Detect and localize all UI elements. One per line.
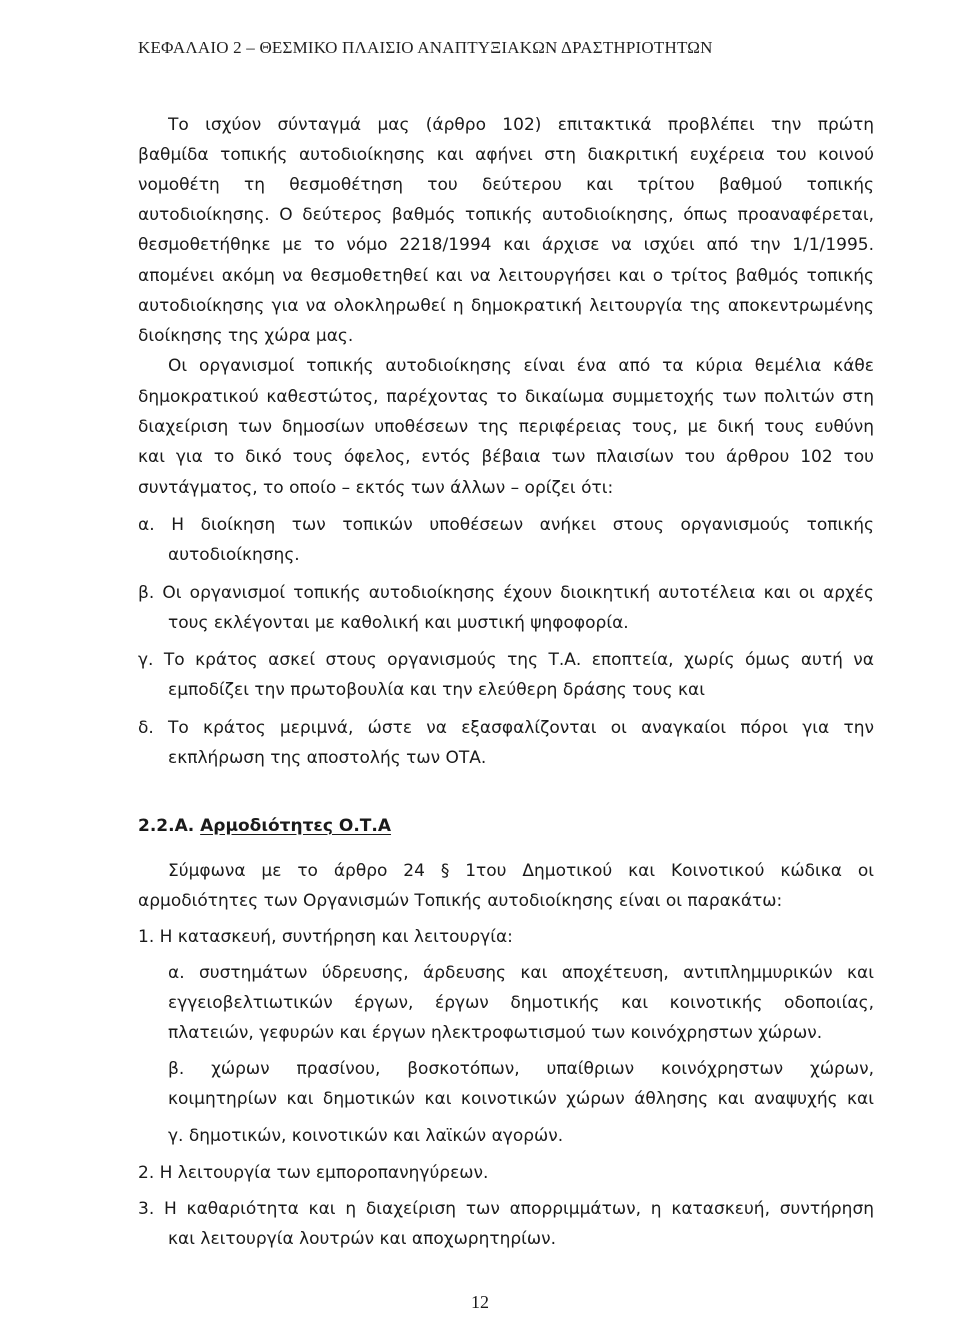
para1-line-2: βαθμίδα τοπικής αυτοδιοίκησης και αφήνει στη διακριτική ευχέρεια του κοινού [138,145,874,165]
para1-line-5: θεσμοθετήθηκε με το νόμο 2218/1994 και άρχισε να ισχύει από την 1/1/1995. [138,235,874,255]
section-number: 2.2.Α. [138,816,195,836]
para2-line-5: συντάγματος, το οποίο – εκτός των άλλων – ορίζει ότι: [138,478,614,498]
para3-line-2: αρμοδιότητες των Οργανισμών Τοπικής αυτοδιοίκησης είναι οι παρακάτω: [138,891,783,911]
list-num-sub-a-line-1: α. συστημάτων ύδρευσης, άρδευσης και αποχέτευση, αντιπλημμυρικών και [168,963,874,983]
para2-line-3: διαχείριση των δημοσίων υποθέσεων της περιφέρειας τους, με δική τους ευθύνη [138,417,874,437]
list-num-item-2: 2. Η λειτουργία των εμποροπανηγύρεων. [138,1163,489,1183]
list-num-item-3-line-1: 3. Η καθαριότητα και η διαχείριση των απορριμμάτων, η κατασκευή, συντήρηση [138,1199,874,1219]
para2-line-2: δημοκρατικού καθεστώτος, παρέχοντας το δικαίωμα συμμετοχής των πολιτών στη [138,387,874,407]
list-num-sub-a-line-2: εγγειοβελτιωτικών έργων, έργων δημοτικής και κοινοτικής οδοποιίας, [168,993,874,1013]
list-item-a-line-2: αυτοδιοίκησης. [168,545,300,565]
section-title: Αρμοδιότητες Ο.Τ.Α [200,816,392,836]
list-item-d-line-2: εκπλήρωση της αποστολής των ΟΤΑ. [168,748,487,768]
para2-line-4: και για το δικό τους όφελος, εντός βέβαια των πλαισίων του άρθρου 102 του [138,447,874,467]
list-item-d-line-1: δ. Το κράτος μεριμνά, ώστε να εξασφαλίζονται οι αναγκαίοι πόροι για την [138,718,874,738]
para1-line-4: αυτοδιοίκησης. Ο δεύτερος βαθμός τοπικής αυτοδιοίκησης, όπως προαναφέρεται, [138,205,874,225]
para2-line-1: Οι οργανισμοί τοπικής αυτοδιοίκησης είναι ένα από τα κύρια θεμέλια κάθε [168,356,874,376]
list-num-sub-c: γ. δημοτικών, κοινοτικών και λαϊκών αγορών. [168,1126,564,1146]
para1-line-6: απομένει ακόμη να θεσμοθετηθεί και να λειτουργήσει και ο τρίτος βαθμός τοπικής [138,266,874,286]
list-num-sub-b-line-2: κοιμητηρίων και δημοτικών και κοινοτικών χώρων άθλησης και αναψυχής και [168,1089,874,1109]
section-heading [138,816,391,836]
list-num-item-3-line-2: και λειτουργία λουτρών και αποχωρητηρίων. [168,1229,557,1249]
para3-line-1: Σύμφωνα με το άρθρο 24 § 1του Δημοτικού και Κοινοτικού κώδικα οι [168,861,874,881]
list-item-b-line-1: β. Οι οργανισμοί τοπικής αυτοδιοίκησης έχουν διοικητική αυτοτέλεια και οι αρχές [138,583,874,603]
list-num-sub-b-line-1: β. χώρων πρασίνου, βοσκοτόπων, υπαίθριων κοινόχρηστων χώρων, [168,1059,874,1079]
para1-line-3: νομοθέτη τη θεσμοθέτηση του δεύτερου και τρίτου βαθμού τοπικής [138,175,874,195]
list-item-a-line-1: α. Η διοίκηση των τοπικών υποθέσεων ανήκει στους οργανισμούς τοπικής [138,515,874,535]
para1-line-8: διοίκησης της χώρα μας. [138,326,354,346]
running-header: ΚΕΦΑΛΑΙΟ 2 – ΘΕΣΜΙΚΟ ΠΛΑΙΣΙΟ ΑΝΑΠΤΥΞΙΑΚΩΝ ΔΡΑΣΤΗΡΙΟΤΗΤΩΝ [138,38,713,57]
list-num-item-1: 1. Η κατασκευή, συντήρηση και λειτουργία: [138,927,513,947]
para1-line-7: αυτοδιοίκησης για να ολοκληρωθεί η δημοκρατική λειτουργία της αποκεντρωμένης [138,296,874,316]
list-item-b-line-2: τους εκλέγονται με καθολική και μυστική ψηφοφορία. [168,613,629,633]
page-number: 12 [471,1292,489,1312]
list-num-sub-a-line-3: πλατειών, γεφυρών και έργων ηλεκτροφωτισμού των κοινόχρηστων χώρων. [168,1023,823,1043]
list-item-c-line-1: γ. Το κράτος ασκεί στους οργανισμούς της Τ.Α. εποπτεία, χωρίς όμως αυτή να [138,650,874,670]
list-item-c-line-2: εμποδίζει την πρωτοβουλία και την ελεύθερη δράσης τους και [168,680,705,700]
para1-line-1: Το ισχύον σύνταγμά μας (άρθρο 102) επιτακτικά προβλέπει την πρώτη [168,115,874,135]
